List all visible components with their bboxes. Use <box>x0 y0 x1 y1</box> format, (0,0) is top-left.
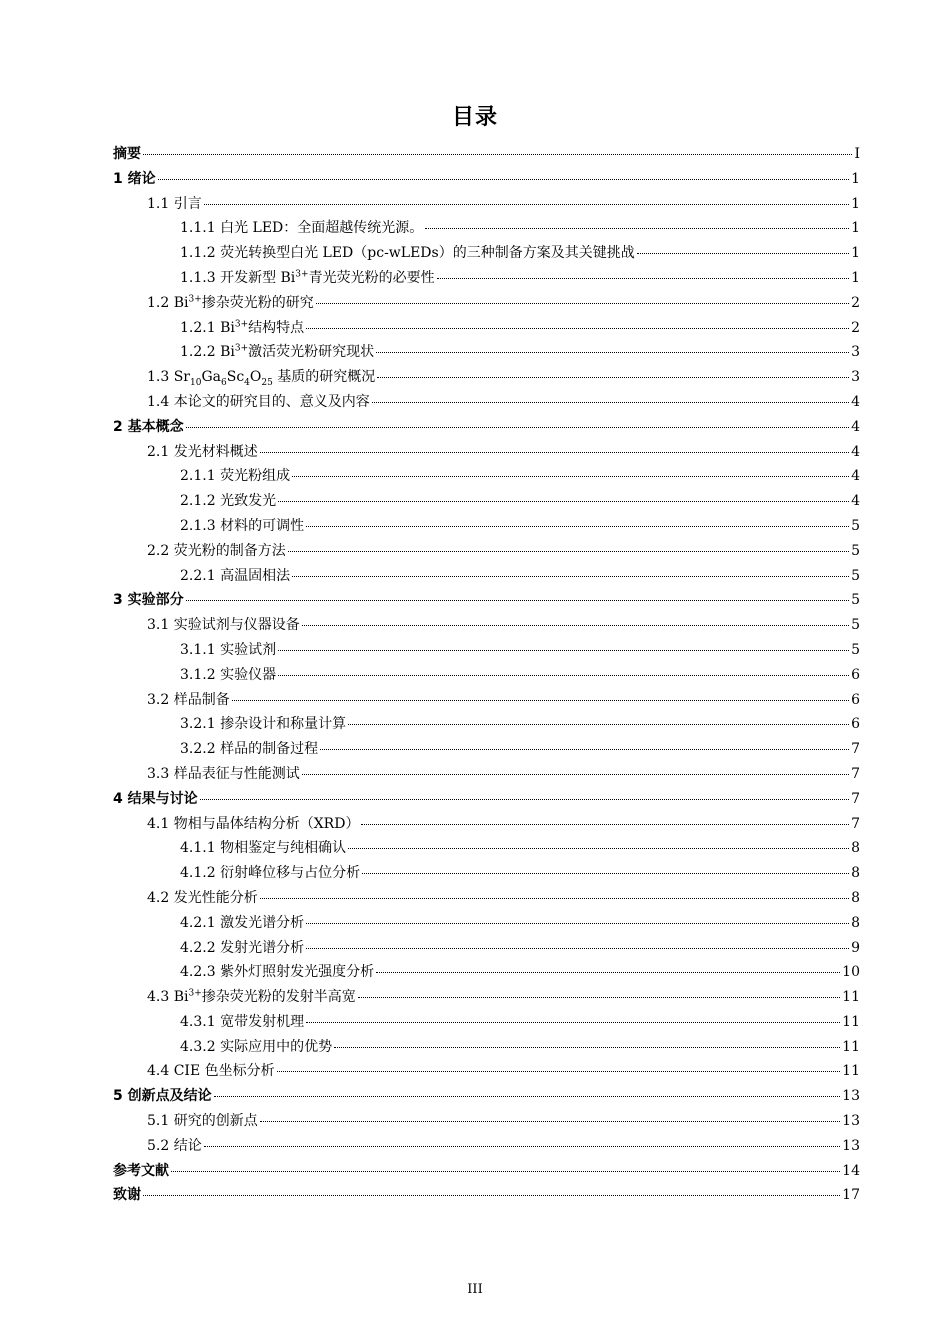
toc-entry[interactable] <box>0 564 950 589</box>
toc-entry-page-number: 5 <box>851 517 860 534</box>
toc-entry[interactable] <box>0 167 950 192</box>
toc-entry-label: 1.1.1 白光 LED：全面超越传统光源。 <box>180 220 424 237</box>
toc-entry-label: 4.2.3 紫外灯照射发光强度分析 <box>180 964 375 981</box>
toc-entry-page-number: 4 <box>851 468 860 485</box>
toc-entry[interactable] <box>0 1059 950 1084</box>
toc-entry[interactable] <box>0 613 950 638</box>
toc-entry-page-number: 6 <box>851 666 860 683</box>
dot-leader <box>306 1022 840 1023</box>
dot-leader <box>362 873 849 874</box>
toc-entry[interactable] <box>0 861 950 886</box>
toc-entry-label: 4 结果与讨论 <box>113 790 198 807</box>
toc-entry-label: 1.3 $Sr_{10}Ga_6Sc_4O_{25}$ 基质的研究概况 <box>147 369 376 388</box>
dot-leader <box>306 948 849 949</box>
dot-leader <box>292 576 849 577</box>
dot-leader <box>204 1146 840 1147</box>
superscript: 3+ <box>234 343 249 354</box>
toc-entry-page-number: 17 <box>842 1187 860 1204</box>
toc-entry-page-number: 7 <box>851 741 860 758</box>
dot-leader <box>334 1047 840 1048</box>
toc-entry-page-number: 2 <box>851 319 860 336</box>
toc-entry-page-number: 1 <box>851 269 860 286</box>
toc-entry-label: 3.1.1 实验试剂 <box>180 641 277 658</box>
toc-entry-page-number: 5 <box>851 592 860 609</box>
toc-entry-label: 1 绪论 <box>113 170 156 187</box>
dot-leader <box>316 303 849 304</box>
toc-entry-label: 4.3.1 宽带发射机理 <box>180 1013 305 1030</box>
toc-entry-page-number: 7 <box>851 815 860 832</box>
toc-entry-label: 致谢 <box>113 1187 141 1204</box>
toc-entry-label: 4.2.1 激发光谱分析 <box>180 914 305 931</box>
toc-entry-page-number: 8 <box>851 914 860 931</box>
toc-entry-label: 1.2 $Bi^{3+}$掺杂荧光粉的研究 <box>147 294 314 311</box>
toc-entry-label: 1.2.1 $Bi^{3+}$结构特点 <box>180 318 305 336</box>
toc-entry-page-number: 7 <box>851 790 860 807</box>
dot-leader <box>320 749 849 750</box>
toc-entry-label: 3.2 样品制备 <box>147 691 230 708</box>
toc-entry-label: 2.2.1 高温固相法 <box>180 567 291 584</box>
toc-entry[interactable] <box>0 588 950 613</box>
dot-leader <box>186 600 849 601</box>
superscript: 3+ <box>188 294 202 305</box>
toc-entry-label: 5.2 结论 <box>147 1137 202 1154</box>
toc-entry[interactable] <box>0 142 950 167</box>
toc-entry[interactable] <box>0 960 950 985</box>
toc-entry-label: 3.1 实验试剂与仪器设备 <box>147 617 300 634</box>
toc-entry-page-number: 6 <box>851 691 860 708</box>
dot-leader <box>425 228 849 229</box>
dot-leader <box>260 452 849 453</box>
dot-leader <box>260 898 849 899</box>
dot-leader <box>232 700 849 701</box>
dot-leader <box>376 972 840 973</box>
toc-entry[interactable] <box>0 440 950 465</box>
dot-leader <box>361 824 849 825</box>
toc-entry-page-number: 11 <box>842 1038 860 1055</box>
toc-entry-label: 2.1.2 光致发光 <box>180 493 277 510</box>
dot-leader <box>200 799 849 800</box>
dot-leader <box>306 526 849 527</box>
toc-entry-page-number: 8 <box>851 840 860 857</box>
toc-entry-page-number: 13 <box>842 1113 860 1130</box>
toc-entry-page-number: 1 <box>851 170 860 187</box>
toc-entry[interactable] <box>0 192 950 217</box>
toc-entry-page-number: 11 <box>842 1013 860 1030</box>
toc-entry[interactable] <box>0 241 950 266</box>
toc-entry-label: 2 基本概念 <box>113 418 184 435</box>
toc-entry-label: 2.1 发光材料概述 <box>147 443 258 460</box>
toc-entry[interactable] <box>0 1084 950 1109</box>
toc-entry-page-number: 5 <box>851 567 860 584</box>
page-title: 目录 <box>451 105 498 130</box>
toc-entry[interactable] <box>0 1109 950 1134</box>
toc-entry-page-number: 5 <box>851 617 860 634</box>
toc-entry-label: 4.1 物相与晶体结构分析（XRD） <box>147 815 360 832</box>
toc-entry-label: 3.3 样品表征与性能测试 <box>147 765 300 782</box>
dot-leader <box>143 154 852 155</box>
toc-entry[interactable] <box>0 936 950 961</box>
toc-entry-page-number: 14 <box>842 1162 860 1179</box>
toc-entry[interactable] <box>0 340 950 365</box>
dot-leader <box>348 724 849 725</box>
dot-leader <box>437 278 850 279</box>
dot-leader <box>288 551 849 552</box>
toc-entry-page-number: I <box>854 146 860 162</box>
toc-entry-label: 2.1.1 荧光粉组成 <box>180 468 291 485</box>
dot-leader <box>143 1195 840 1196</box>
toc-entry-page-number: 2 <box>851 294 860 311</box>
toc-entry-page-number: 9 <box>851 939 860 956</box>
toc-entry-page-number: 3 <box>851 369 860 386</box>
dot-leader <box>302 625 849 626</box>
toc-entry[interactable] <box>0 737 950 762</box>
superscript: 3+ <box>188 988 202 999</box>
dot-leader <box>302 774 849 775</box>
dot-leader <box>277 1071 841 1072</box>
dot-leader <box>260 1121 840 1122</box>
toc-entry[interactable] <box>0 812 950 837</box>
toc-entry[interactable] <box>0 886 950 911</box>
toc-entry[interactable] <box>0 415 950 440</box>
toc-entry-page-number: 1 <box>851 245 860 262</box>
toc-entry-label: 4.4 CIE 色坐标分析 <box>147 1063 275 1080</box>
toc-entry[interactable] <box>0 663 950 688</box>
toc-entry-page-number: 4 <box>851 418 860 435</box>
toc-entry[interactable] <box>0 1035 950 1060</box>
dot-leader <box>278 675 849 676</box>
toc-entry[interactable] <box>0 365 950 390</box>
toc-entry-page-number: 8 <box>851 889 860 906</box>
toc-entry-label: 4.3 $Bi^{3+}$掺杂荧光粉的发射半高宽 <box>147 988 356 1006</box>
toc-entry[interactable] <box>0 712 950 737</box>
toc-entry-page-number: 5 <box>851 641 860 658</box>
toc-entry-label: 参考文献 <box>113 1162 169 1179</box>
toc-entry-page-number: 5 <box>851 542 860 559</box>
toc-entry-label: 摘要 <box>113 146 141 162</box>
dot-leader <box>377 377 849 378</box>
dot-leader <box>358 997 840 998</box>
dot-leader <box>637 253 849 254</box>
dot-leader <box>376 352 849 353</box>
toc-entry[interactable] <box>0 464 950 489</box>
toc-entry-page-number: 7 <box>851 765 860 782</box>
toc-entry-label: 4.2.2 发射光谱分析 <box>180 939 305 956</box>
toc-entry-label: 3.2.1 掺杂设计和称量计算 <box>180 716 347 733</box>
toc-entry-label: 1.1.3 开发新型 $Bi^{3+}$青光荧光粉的必要性 <box>180 269 435 286</box>
toc-entry-page-number: 4 <box>851 493 860 510</box>
toc-entry[interactable] <box>0 390 950 415</box>
toc-entry[interactable] <box>0 688 950 713</box>
toc-entry-label: 3.1.2 实验仪器 <box>180 666 277 683</box>
toc-entry-label: 5.1 研究的创新点 <box>147 1113 258 1130</box>
page-number-footer: III <box>467 1282 483 1297</box>
toc-entry[interactable] <box>0 638 950 663</box>
toc-entry-label: 4.1.2 衍射峰位移与占位分析 <box>180 865 361 882</box>
dot-leader <box>278 501 849 502</box>
toc-entry-page-number: 1 <box>851 195 860 212</box>
toc-entry-page-number: 6 <box>851 716 860 733</box>
dot-leader <box>171 1171 840 1172</box>
toc-entry[interactable] <box>0 762 950 787</box>
toc-entry-page-number: 11 <box>842 989 860 1006</box>
superscript: 3+ <box>234 318 249 329</box>
toc-entry-page-number: 1 <box>851 220 860 237</box>
toc-entry-page-number: 13 <box>842 1088 860 1105</box>
toc-entry-label: 3 实验部分 <box>113 592 184 609</box>
toc-entry-label: 1.2.2 $Bi^{3+}$激活荧光粉研究现状 <box>180 343 375 361</box>
toc-entry[interactable] <box>0 539 950 564</box>
toc-entry-label: 3.2.2 样品的制备过程 <box>180 741 319 758</box>
dot-leader <box>186 427 849 428</box>
dot-leader <box>158 179 849 180</box>
dot-leader <box>372 402 849 403</box>
toc-entry[interactable] <box>0 316 950 341</box>
toc-entry-page-number: 13 <box>842 1137 860 1154</box>
dot-leader <box>292 476 849 477</box>
dot-leader <box>204 204 849 205</box>
toc-entry-label: 4.3.2 实际应用中的优势 <box>180 1038 333 1055</box>
toc-entry[interactable] <box>0 836 950 861</box>
toc-entry-label: 4.2 发光性能分析 <box>147 889 258 906</box>
dot-leader <box>348 848 849 849</box>
toc-entry-label: 2.1.3 材料的可调性 <box>180 517 305 534</box>
toc-entry[interactable] <box>0 514 950 539</box>
toc-entry[interactable] <box>0 216 950 241</box>
dot-leader <box>214 1096 841 1097</box>
toc-entry[interactable] <box>0 985 950 1010</box>
toc-entry[interactable] <box>0 266 950 291</box>
toc-entry-label: 4.1.1 物相鉴定与纯相确认 <box>180 840 347 857</box>
toc-entry-label: 5 创新点及结论 <box>113 1088 212 1105</box>
toc-entry-label: 2.2 荧光粉的制备方法 <box>147 542 286 559</box>
toc-entry-label: 1.4 本论文的研究目的、意义及内容 <box>147 393 370 410</box>
dot-leader <box>278 650 849 651</box>
table-of-contents <box>0 142 950 1208</box>
toc-entry[interactable] <box>0 1134 950 1159</box>
toc-entry[interactable] <box>0 911 950 936</box>
toc-entry-page-number: 3 <box>851 344 860 361</box>
toc-entry-page-number: 4 <box>851 393 860 410</box>
superscript: 3+ <box>295 269 309 280</box>
toc-entry[interactable] <box>0 787 950 812</box>
dot-leader <box>306 328 849 329</box>
toc-entry[interactable] <box>0 489 950 514</box>
toc-entry-label: 1.1.2 荧光转换型白光 LED（pc-wLEDs）的三种制备方案及其关键挑战 <box>180 245 635 262</box>
toc-entry-label: 1.1 引言 <box>147 195 202 212</box>
toc-entry-page-number: 8 <box>851 865 860 882</box>
toc-entry[interactable] <box>0 291 950 316</box>
toc-entry[interactable] <box>0 1010 950 1035</box>
toc-entry-page-number: 4 <box>851 443 860 460</box>
toc-entry[interactable] <box>0 1183 950 1208</box>
dot-leader <box>306 923 849 924</box>
toc-entry[interactable] <box>0 1159 950 1184</box>
toc-entry-page-number: 11 <box>842 1063 860 1080</box>
toc-entry-page-number: 10 <box>842 964 860 981</box>
